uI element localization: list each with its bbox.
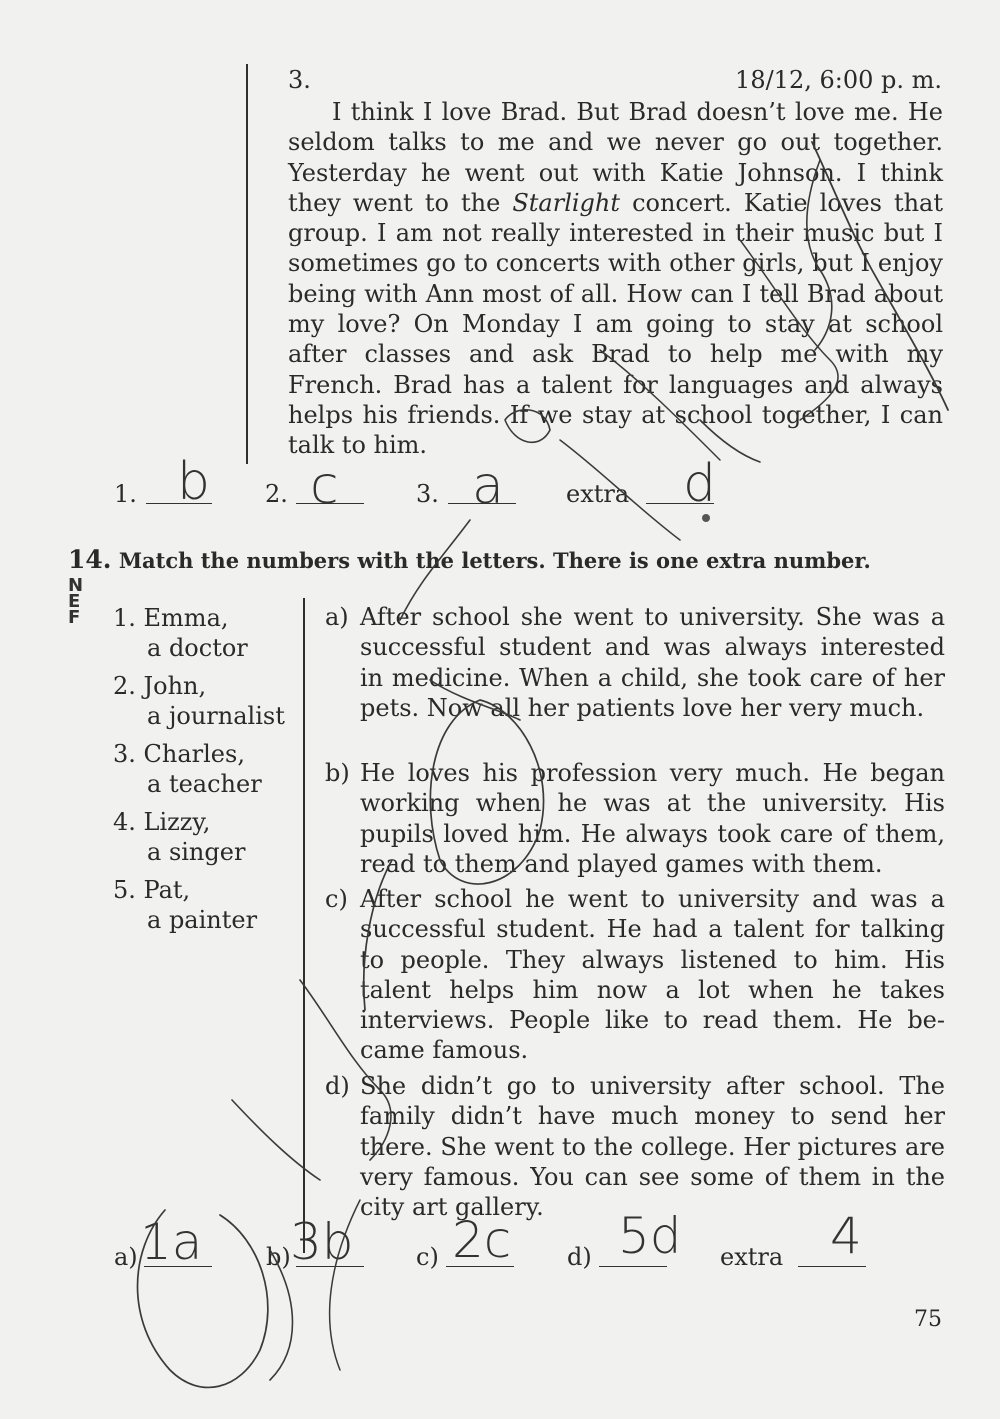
person-item <box>113 603 303 663</box>
handwritten-answer-2: c <box>310 456 339 516</box>
person-name: 3. Charles, <box>113 740 245 768</box>
person-name: 5. Pat, <box>113 876 191 904</box>
left-margin-rule-bottom <box>303 598 305 1253</box>
answer-label-1: 1. <box>114 480 137 508</box>
answer14-label-a: a) <box>114 1243 138 1271</box>
answer14-label-extra: extra <box>720 1243 784 1271</box>
people-list <box>113 603 303 943</box>
description-letter: d) <box>325 1072 350 1100</box>
handwritten-answer14-extra: 4 <box>830 1207 862 1265</box>
person-name: 4. Lizzy, <box>113 808 211 836</box>
answer-label-extra: extra <box>566 480 630 508</box>
description-d <box>325 1071 945 1222</box>
diary-entry-text <box>288 97 943 461</box>
handwritten-answer-extra: d <box>683 454 717 514</box>
diary-entry-number: 3. <box>288 66 311 94</box>
answer-label-3: 3. <box>416 480 439 508</box>
passage-part-2: concert. Katie loves that group. I am not really interested in their music but I sometimes go to concerts with other girls, but I enjoy being with Ann most of all. How can I tell Brad about my love? On Monday I am going to stay at school after classes and ask Brad to help me with my French. Brad has a talent for languages and always helps his friends. If we stay at school together, I can talk to him. <box>288 188 943 460</box>
task-14-instruction: Match the numbers with the letters. There is one extra number. <box>118 548 871 573</box>
description-text: After school she went to university. She was a successful student and was always interested in medicine. When a child, she took care of her pets. Now all her patients love her very much. <box>360 603 945 722</box>
person-role: a singer <box>147 838 246 866</box>
description-text: After school he went to university and was a successful student. He had a talent for talking to people. They always listened to him. His talent helps him now a lot when he takes interviews. People like to read them. He became famous. <box>360 885 945 1065</box>
answers-row-13 <box>0 452 1000 520</box>
description-letter: c) <box>325 885 348 913</box>
handwritten-answer14-a: 1a <box>140 1213 203 1271</box>
handwritten-answer14-b: 3b <box>290 1213 354 1271</box>
answer14-label-b: b) <box>266 1243 291 1271</box>
passage-italic-word: Starlight <box>512 188 621 217</box>
person-name: 2. John, <box>113 672 207 700</box>
handwritten-answer14-c: 2c <box>452 1211 512 1269</box>
answer14-blank-extra[interactable] <box>798 1265 866 1267</box>
person-item <box>113 807 303 867</box>
answers-row-14 <box>0 1207 1000 1285</box>
person-item <box>113 739 303 799</box>
person-role: a doctor <box>147 634 248 662</box>
person-role: a painter <box>147 906 258 934</box>
handwritten-answer-1: b <box>177 452 211 512</box>
description-text: She didn’t go to university after school. The family didn’t have much money to send her there. She went to the college. Her pictures are very famous. You can see some of them in the city art gallery. <box>360 1072 945 1222</box>
margin-note: N E F <box>68 575 84 628</box>
handwritten-answer14-d: 5d <box>618 1207 682 1265</box>
person-item <box>113 671 303 731</box>
description-b <box>325 758 945 879</box>
answer-label-2: 2. <box>265 480 288 508</box>
person-name: 1. Emma, <box>113 604 229 632</box>
person-role: a teacher <box>147 770 262 798</box>
answer14-label-c: c) <box>416 1243 439 1271</box>
answer14-label-d: d) <box>567 1243 592 1271</box>
task-14-heading <box>68 545 871 574</box>
page-number: 75 <box>914 1307 942 1332</box>
answer14-blank-d[interactable] <box>599 1265 667 1267</box>
task-14-number: 14. <box>68 545 112 574</box>
scribble-stroke <box>232 1100 320 1180</box>
person-role: a journalist <box>147 702 285 730</box>
description-letter: a) <box>325 603 349 631</box>
description-letter: b) <box>325 759 350 787</box>
description-c <box>325 884 945 1066</box>
description-text: He loves his profession very much. He began working when he was at the university. His pupils loved him. He always took care of them, read to them and played games with them. <box>360 759 945 878</box>
diary-entry-date: 18/12, 6:00 p. m. <box>735 66 942 94</box>
handwritten-answer-3: a <box>472 456 504 516</box>
left-margin-rule-top <box>246 64 248 464</box>
passage-part-1: I think I love Brad. But Brad doesn’t love me. He seldom talks to me and we never go out together. Yesterday he went out with Katie Johnson. I think they went to the <box>288 98 943 217</box>
description-a <box>325 602 945 723</box>
person-item <box>113 875 303 935</box>
